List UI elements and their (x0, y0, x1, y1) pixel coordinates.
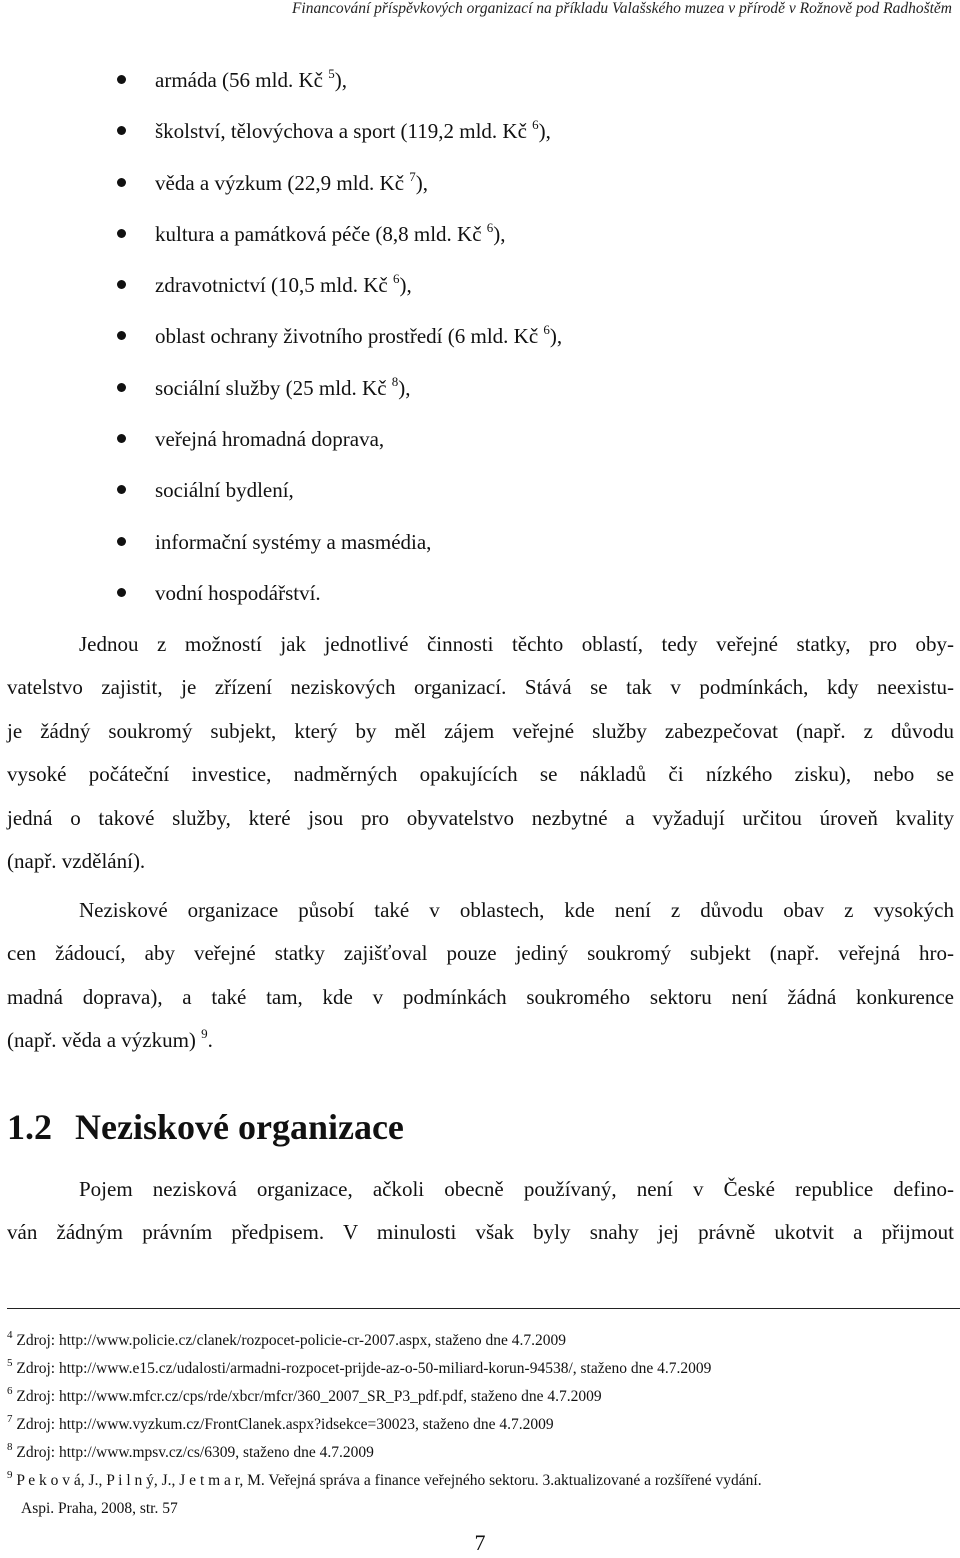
paragraph-definition: Pojem nezisková organizace, ačkoli obecně používaný, není v České republice defino- ván žádným právním předpisem. V minulosti však byly snahy jej právně ukotvit a přijmout (7, 1177, 954, 1245)
list-item: sociální bydlení, (0, 465, 960, 516)
footnote-ref: 5 (328, 66, 335, 81)
page-number: 7 (474, 1530, 486, 1555)
footnote-ref: 6 (543, 322, 550, 338)
bullet-icon (117, 126, 126, 135)
section-heading: 1.2 Neziskové organizace (7, 1107, 404, 1147)
footnote: $^5$ Zdroj: http://www.e15.cz/udalosti/armadni-rozpocet-prijde-az-o-50-miliard-korun-94538/, staženo dne 4.7.2009 (7, 1357, 712, 1377)
footnote-ref: 6 (392, 271, 400, 287)
list-item: oblast ochrany životního prostředí (6 mld. Kč $^6$), (0, 311, 960, 362)
running-header: Financování příspěvkových organizací na příkladu Valašského muzea v přírodě v Rožnově pod Radhoštěm (291, 0, 952, 17)
footnote-ref: 7 (409, 168, 416, 184)
footnote-divider (7, 1308, 960, 1309)
list-item: vodní hospodářství. (0, 568, 960, 619)
footnote-ref: 8 (391, 373, 399, 389)
bullet-icon (117, 588, 126, 597)
list-item: veřejná hromadná doprava, (0, 414, 960, 465)
list-item: informační systémy a masmédia, (0, 517, 960, 568)
footnote-continuation: Aspi. Praha, 2008, str. 57 (21, 1500, 178, 1517)
bullet-icon (117, 75, 126, 84)
list-item: zdravotnictví (10,5 mld. Kč $^6$), (0, 260, 960, 311)
bullet-icon (117, 331, 126, 340)
list-item: věda a výzkum (22,9 mld. Kč $^7$), (0, 158, 960, 209)
footnote-ref: 6 (532, 117, 539, 133)
paragraph-public-goods: Jednou z možností jak jednotlivé činnosti těchto oblastí, tedy veřejné statky, pro oby- vatelstvo zajistit, je zřízení neziskových organizací. Stává se tak v podmínkách, kdy neexistu- je žádný soukromý subjekt, který by měl zájem veřejné služby zabezpečovat (např. z důvodu vysoké počáteční investice, nadměrných opakujících se nákladů či nízkého zisku), nebo se jedná o takové služby, které jsou pro obyvatelstvo nezbytné a vyžadují určitou úroveň kvality (např. vzdělání). (7, 632, 954, 874)
list-item: školství, tělovýchova a sport (119,2 mld. Kč $^6$), (0, 106, 960, 157)
bullet-icon (117, 178, 126, 187)
paragraph-nonprofit-areas: Neziskové organizace působí také v oblastech, kde není z důvodu obav z vysokých cen žádoucí, aby veřejné statky zajišťoval pouze jediný soukromý subjekt (např. veřejná hro- madná doprava), a také tam, kde v podmínkách soukromého sektoru není žádná konkurence (např. věda a výzkum) $^9$. (7, 898, 954, 1053)
footnotes (7, 1327, 957, 1523)
budget-bullet-list (0, 55, 960, 619)
footnote: $^9$ P e k o v á, J., P i l n ý, J., J e t m a r, M. Veřejná správa a finance veřejného sektoru. 3.aktualizované a rozšířené vydání. (7, 1469, 762, 1489)
bullet-icon (117, 485, 126, 494)
bullet-icon (117, 383, 126, 392)
list-item: armáda (56 mld. Kč $^5$), (0, 55, 960, 106)
list-item: sociální služby (25 mld. Kč $^8$), (0, 363, 960, 414)
footnote: $^4$ Zdroj: http://www.policie.cz/clanek/rozpocet-policie-cr-2007.aspx, staženo dne 4.7.2009 (7, 1329, 566, 1349)
bullet-icon (117, 434, 126, 443)
bullet-icon (117, 537, 126, 546)
bullet-icon (117, 229, 126, 238)
list-item: kultura a památková péče (8,8 mld. Kč $^6$), (0, 209, 960, 260)
bullet-icon (117, 280, 126, 289)
footnote: $^7$ Zdroj: http://www.vyzkum.cz/FrontClanek.aspx?idsekce=30023, staženo dne 4.7.2009 (7, 1413, 554, 1433)
footnote: $^8$ Zdroj: http://www.mpsv.cz/cs/6309, staženo dne 4.7.2009 (7, 1441, 374, 1461)
footnote-ref: 6 (486, 219, 494, 235)
footnote: $^6$ Zdroj: http://www.mfcr.cz/cps/rde/xbcr/mfcr/360_2007_SR_P3_pdf.pdf, staženo dne 4.7.2009 (7, 1385, 602, 1405)
footnote-ref: 9 (201, 1026, 208, 1042)
